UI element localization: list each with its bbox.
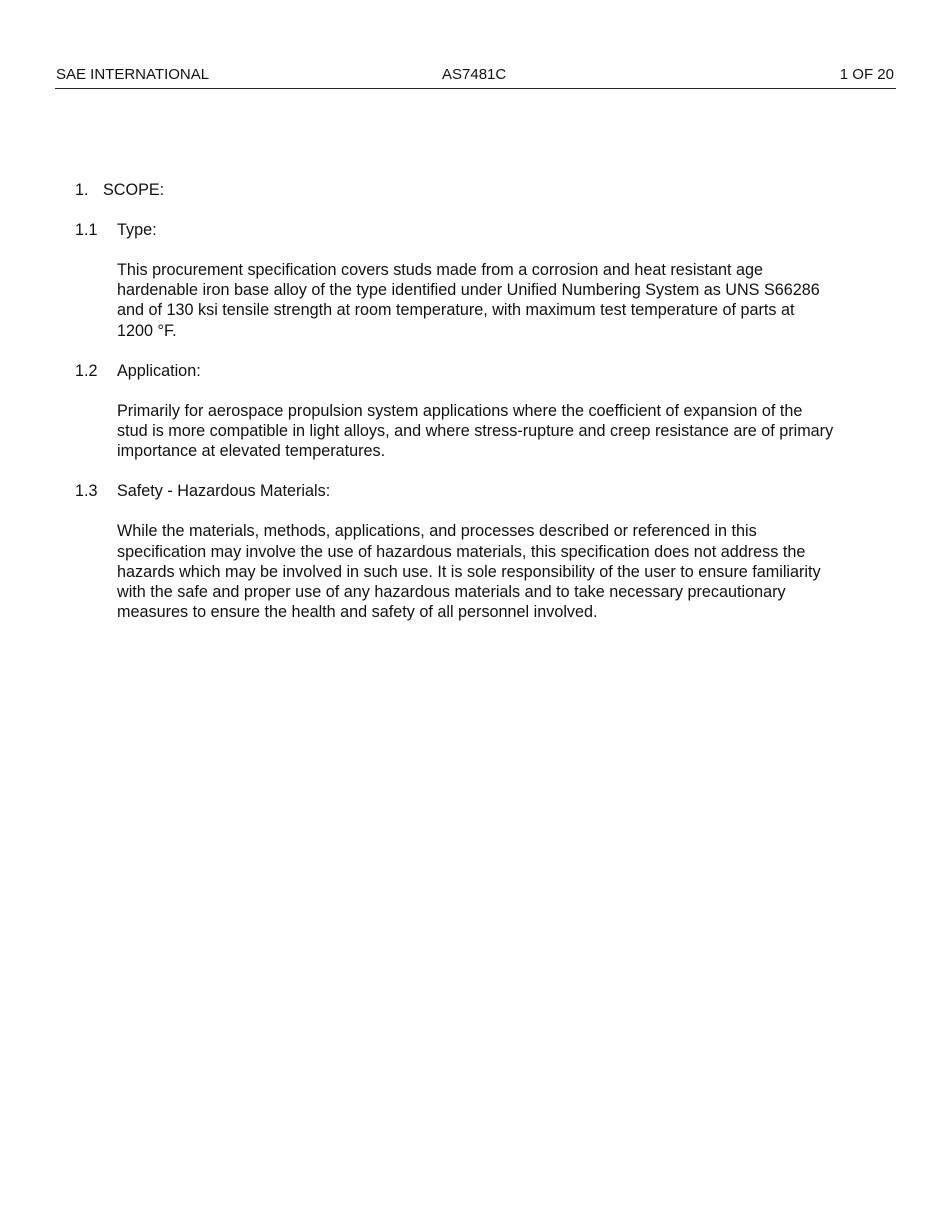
paragraph-line: stud is more compatible in light alloys, and where stress-rupture and creep resistance are of primary — [117, 422, 834, 441]
subsection-title: Safety - Hazardous Materials: — [117, 482, 331, 501]
paragraph-line: hazards which may be involved in such use. It is sole responsibility of the user to ensure familiarity — [117, 562, 821, 581]
paragraph-safety — [117, 521, 869, 622]
paragraph-line: and of 130 ksi tensile strength at room temperature, with maximum test temperature of parts at — [117, 301, 795, 320]
section-title: SCOPE: — [103, 181, 165, 199]
paragraph-application — [117, 401, 869, 462]
paragraph-line: This procurement specification covers studs made from a corrosion and heat resistant age — [117, 261, 764, 279]
subsection-title: Type: — [117, 221, 157, 239]
paragraph-line: measures to ensure the health and safety of all personnel involved. — [117, 603, 598, 622]
paragraph-type — [117, 260, 869, 341]
subsection-number: 1.2 — [75, 361, 98, 380]
header-page-indicator: 1 OF 20 — [839, 66, 894, 83]
document-body — [75, 180, 875, 642]
subsection-title: Application: — [117, 361, 201, 380]
subsection-number: 1.1 — [75, 221, 98, 239]
paragraph-line: 1200 °F. — [117, 321, 177, 340]
paragraph-line: Primarily for aerospace propulsion system applications where the coefficient of expansion of the — [117, 401, 803, 420]
paragraph-line: hardenable iron base alloy of the type identified under Unified Numbering System as UNS S66286 — [117, 281, 820, 300]
subsection-heading-safety — [75, 481, 875, 501]
subsection-heading-type — [75, 220, 875, 240]
page-header — [55, 66, 896, 89]
paragraph-line: While the materials, methods, applications, and processes described or referenced in this — [117, 522, 757, 541]
paragraph-line: importance at elevated temperatures. — [117, 442, 386, 461]
subsection-heading-application — [75, 361, 875, 381]
subsection-number: 1.3 — [75, 482, 98, 501]
header-document-number: AS7481C — [442, 66, 507, 83]
header-organization: SAE INTERNATIONAL — [56, 66, 210, 83]
paragraph-line: with the safe and proper use of any hazardous materials and to take necessary precautionary — [117, 583, 786, 602]
section-heading-scope — [75, 180, 875, 200]
paragraph-line: specification may involve the use of hazardous materials, this specification does not address the — [117, 542, 806, 561]
section-number: 1. — [75, 181, 89, 199]
